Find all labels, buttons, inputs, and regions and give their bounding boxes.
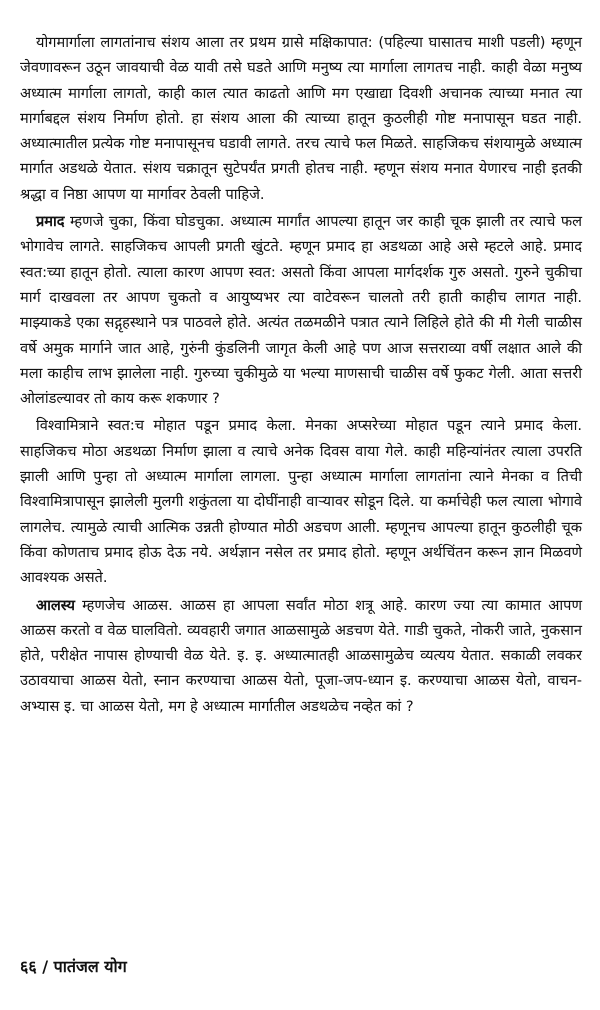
paragraph-alasya [20, 593, 582, 719]
footer-separator: / [36, 957, 54, 976]
term-pramad: प्रमाद [36, 213, 65, 231]
book-title: पातंजल योग [53, 957, 127, 976]
paragraph-text: विश्वामित्राने स्वत:च मोहात पडून प्रमाद केला. मेनका अप्सरेच्या मोहात पडून त्याने प्रमाद केला. साहजिकच मोठा अडथळा निर्माण झाला व त्याचे अनेक दिवस वाया गेले. काही महिन्यांनंतर त्याला उपरति झाली आणि पुन्हा तो अध्यात्म मार्गाला लागला. पुन्हा अध्यात्म मार्गाला लागतांना त्याने मेनका व तिची विश्वामित्रापासून झालेली मुलगी शकुंतला या दोघींनाही वाऱ्यावर सोडून दिले. या कर्माचेही फल त्याला भोगावे लागलेच. त्यामुळे त्याची आत्मिक उन्नती होण्यात मोठी अडचण आली. म्हणूनच आपल्या हातून कुठलीही चूक किंवा कोणताच प्रमाद होऊ देऊ नये. अर्थज्ञान नसेल तर प्रमाद होतो. म्हणून अर्थचिंतन करून ज्ञान मिळवणे आवश्यक असते. [20, 417, 582, 587]
page-body [20, 30, 582, 719]
page-number: ६६ [20, 957, 37, 976]
paragraph-doubt [20, 30, 582, 207]
paragraph-text: म्हणजेच आळस. आळस हा आपला सर्वांत मोठा शत्रू आहे. कारण ज्या त्या कामात आपण आळस करतो व वेळ घालवितो. व्यवहारी जगात आळसामुळे अडचण येते. गाडी चुकते, नोकरी जाते, नुकसान होते, परीक्षेत नापास होण्याची वेळ येते. इ. इ. अध्यात्मातही आळसामुळेच व्यत्यय येतात. सकाळी लवकर उठावयाचा आळस येतो, स्नान करण्याचा आळस येतो, पूजा-जप-ध्यान इ. करण्याचा आळस येतो, वाचन-अभ्यास इ. चा आळस येतो, मग हे अध्यात्म मार्गातील अडथळेच नव्हेत कां ? [20, 596, 582, 715]
term-alasya: आलस्य [36, 596, 75, 614]
paragraph-vishwamitra [20, 413, 582, 590]
paragraph-text: म्हणजे चुका, किंवा घोडचुका. अध्यात्म मार्गांत आपल्या हातून जर काही चूक झाली तर त्याचे फल भोगावेच लागते. साहजिकच आपली प्रगती खुंटते. म्हणून प्रमाद हा अडथळा आहे असे म्हटले आहे. प्रमाद स्वत:च्या हातून होतो. त्याला कारण आपण स्वत: असतो किंवा आपला मार्गदर्शक गुरु असतो. गुरुने चुकीचा मार्ग दाखवला तर आपण चुकतो व आयुष्यभर त्या वाटेवरून चालतो तरी हाती काहीच लागत नाही. माझ्याकडे एका सद्गृहस्थाने पत्र पाठवले होते. अत्यंत तळमळीने पत्रात त्याने लिहिले होते की मी गेली चाळीस वर्षे अमुक मार्गाने जात आहे, गुरुंनी कुंडलिनी जागृत केली आहे पण आज सत्तराव्या वर्षी लक्षात आले की मला काहीच लाभ झालेला नाही. गुरुच्या चुकीमुळे या भल्या माणसाची चाळीस वर्षे फुकट गेली. आता सत्तरी ओलांडल्यावर तो काय करू शकणार ? [20, 213, 582, 408]
page-footer [20, 955, 127, 977]
paragraph-text: योगमार्गाला लागतांनाच संशय आला तर प्रथम ग्रासे मक्षिकापात: (पहिल्या घासातच माशी पडली) म्हणून जेवणावरून उठून जावयाची वेळ यावी तसे घडते आणि मनुष्य त्या मार्गाला लागतच नाही. काही वेळा मनुष्य अध्यात्म मार्गाला लागतो, काही काल त्यात काढतो आणि मग एखाद्या दिवशी अचानक त्याच्या मनात त्या मार्गाबद्दल संशय निर्माण होतो. हा संशय आला की त्याच्या हातून कुठलीही गोष्ट मनापासून घडत नाही. अध्यात्मातील प्रत्येक गोष्ट मनापासूनच घडावी लागते. तरच त्याचे फल मिळते. साहजिकच संशयामुळे अध्यात्म मार्गात अडथळे येतात. संशय चक्रातून सुटेपर्यंत प्रगती होतच नाही. म्हणून संशय मनात येणारच नाही इतकी श्रद्धा व निष्ठा आपण या मार्गावर ठेवली पाहिजे. [20, 34, 582, 203]
paragraph-pramad [20, 209, 582, 411]
